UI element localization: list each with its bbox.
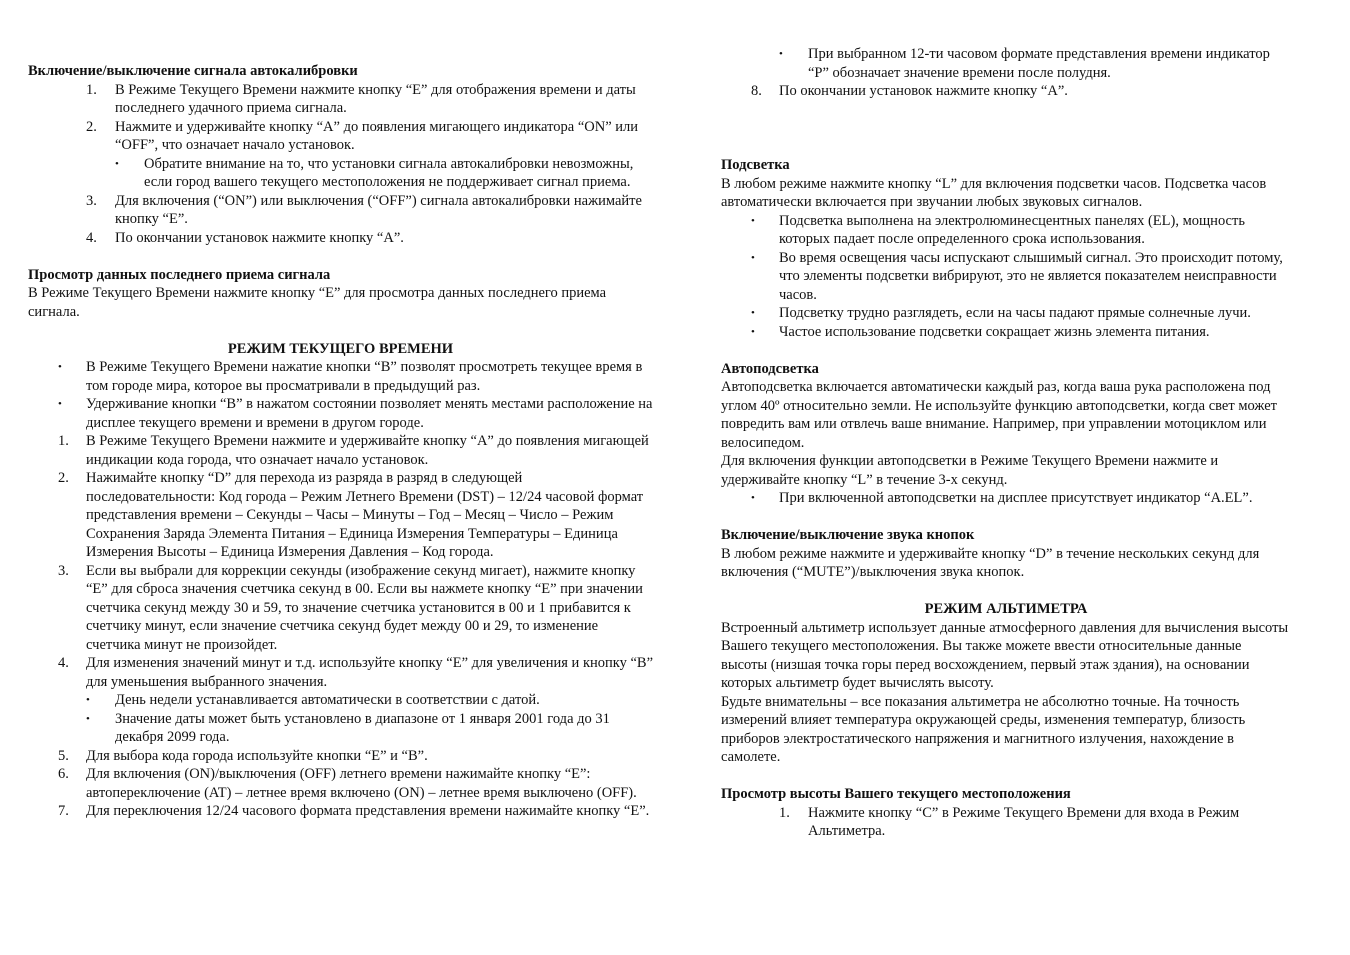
- spacer: [721, 101, 1291, 120]
- spacer: [721, 138, 1291, 157]
- item-text: В Режиме Текущего Времени нажатие кнопки “B” позволят просмотреть текущее время в том городе мира, которое вы просматривали в предыдущий раз.: [86, 359, 643, 394]
- numbered-item: [28, 802, 653, 821]
- paragraph: В Режиме Текущего Времени нажмите кнопку “E” для просмотра данных последнего приема сигнала.: [28, 285, 607, 320]
- bullet-item: [721, 489, 1291, 508]
- numbered-item: [28, 765, 653, 802]
- item-text: По окончании установок нажмите кнопку “A”.: [779, 83, 1068, 99]
- item-number: 4.: [86, 229, 97, 246]
- bullet-item: [28, 358, 653, 395]
- bullet-item: [28, 155, 653, 192]
- item-text: День недели устанавливается автоматически в соответствии с датой.: [115, 692, 540, 708]
- item-text: Для выбора кода города используйте кнопки “E” и “B”.: [86, 747, 428, 764]
- bullet-icon: •: [751, 307, 755, 319]
- paragraph: В любом режиме нажмите кнопку “L” для включения подсветки часов. Подсветка часов автоматически включается при звучании любых звуковых сигналов.: [721, 175, 1267, 210]
- item-text: Для включения (“ON”) или выключения (“OFF”) сигнала автокалибровки нажимайте кнопку “E”.: [115, 192, 642, 227]
- spacer: [721, 508, 1291, 527]
- left-column: [28, 62, 653, 821]
- item-text: Удерживание кнопки “B” в нажатом состоянии позволяет менять местами расположение на дисплее текущего времени и времени в другом городе.: [86, 396, 653, 431]
- bullet-icon: •: [58, 398, 62, 410]
- spacer: [721, 582, 1291, 601]
- paragraph: Встроенный альтиметр использует данные атмосферного давления для вычисления высоты Вашего текущего местоположения. Вы также можете ввести относительные данные высоты (низшая точка горы перед восхождением, первый этаж здания), на основании которых альтиметр будет вычислять высоту.: [721, 619, 1289, 691]
- numbered-item: [28, 81, 653, 118]
- bullet-item: [28, 710, 653, 747]
- item-number: 8.: [751, 83, 762, 99]
- paragraph: В любом режиме нажмите и удерживайте кнопку “D” в течение нескольких секунд для включения (“MUTE”)/выключения звука кнопок.: [721, 545, 1260, 580]
- bullet-icon: •: [751, 492, 755, 504]
- bullet-item: [28, 691, 653, 710]
- bullet-item: [721, 304, 1291, 323]
- spacer: [28, 247, 653, 266]
- bullet-item: [721, 249, 1291, 305]
- item-text: Значение даты может быть установлено в диапазоне от 1 января 2001 года до 31 декабря 2099 года.: [115, 710, 610, 745]
- paragraph: Автоподсветка включается автоматически каждый раз, когда ваша рука расположена под углом 40º относительно земли. Не используйте функцию автоподсветки, когда свет может повредить вам или отвлечь ваше внимание. Например, при управлении мотоциклом или велосипедом.: [721, 379, 1277, 451]
- section-heading: Включение/выключение звука кнопок: [721, 527, 975, 543]
- item-number: 1.: [58, 433, 69, 449]
- right-column: [721, 45, 1291, 841]
- section-heading: Подсветка: [721, 157, 790, 173]
- section-heading: Просмотр высоты Вашего текущего местоположения: [721, 786, 1071, 802]
- bullet-item: [721, 323, 1291, 342]
- paragraph: Для включения функции автоподсветки в Режиме Текущего Времени нажмите и удерживайте кнопку “L” в течение 3-х секунд.: [721, 453, 1219, 488]
- item-number: 6.: [58, 766, 69, 782]
- item-text: Нажмите кнопку “C” в Режиме Текущего Времени для входа в Режим Альтиметра.: [808, 804, 1240, 839]
- bullet-item: [721, 45, 1291, 82]
- item-text: Для переключения 12/24 часового формата представления времени нажимайте кнопку “E”.: [86, 803, 650, 819]
- item-text: Нажимайте кнопку “D” для перехода из разряда в разряд в следующей последовательности: Код города – Режим Летнего Времени (DST) – 12/24 часовой формат представления времени – Секунды – Часы – Минуты – Год – Месяц – Число – Режим Сохранения Заряда Элемента Питания – Единица Измерения Температуры – Единица Измерения Высоты – Единица Измерения Давления – Код города.: [86, 470, 644, 560]
- spacer: [721, 119, 1291, 138]
- item-text: При выбранном 12-ти часовом формате представления времени индикатор “P” обозначает значение времени после полудня.: [808, 46, 1270, 81]
- bullet-icon: •: [779, 48, 783, 60]
- numbered-item: [28, 118, 653, 155]
- bullet-icon: •: [751, 251, 755, 264]
- item-number: 3.: [58, 562, 69, 579]
- item-number: 2.: [86, 118, 97, 135]
- bullet-icon: •: [86, 694, 90, 706]
- item-text: При включенной автоподсветки на дисплее присутствует индикатор “A.EL”.: [779, 490, 1253, 506]
- item-text: Во время освещения часы испускают слышимый сигнал. Это происходит потому, что элементы подсветки вибрируют, это не является показателем неисправности часов.: [779, 249, 1283, 303]
- numbered-item: [28, 747, 653, 766]
- mode-title: РЕЖИМ ТЕКУЩЕГО ВРЕМЕНИ: [227, 340, 454, 357]
- numbered-item: [28, 192, 653, 229]
- item-text: По окончании установок нажмите кнопку “A”.: [115, 229, 404, 246]
- item-text: Подсветку трудно разглядеть, если на часы падают прямые солнечные лучи.: [779, 305, 1251, 321]
- paragraph: Будьте внимательны – все показания альтиметра не абсолютно точные. На точность измерений влияет температура окружающей среды, изменения температур, близость приборов электростатического напряжения и магнитного излучения, нахождение в самолете.: [721, 693, 1246, 765]
- numbered-item: [28, 654, 653, 691]
- numbered-item: [721, 82, 1291, 101]
- numbered-item: [28, 469, 653, 562]
- bullet-icon: •: [86, 712, 90, 725]
- item-number: 3.: [86, 192, 97, 209]
- item-number: 1.: [779, 804, 790, 821]
- spacer: [721, 767, 1291, 786]
- item-text: В Режиме Текущего Времени нажмите и удерживайте кнопку “A” до появления мигающей индикации кода города, что означает начало установок.: [86, 433, 649, 468]
- numbered-item: [28, 562, 653, 655]
- bullet-icon: •: [58, 361, 62, 373]
- numbered-item: [721, 804, 1291, 841]
- bullet-item: [28, 395, 653, 432]
- bullet-icon: •: [751, 325, 755, 338]
- item-text: Обратите внимание на то, что установки сигнала автокалибровки невозможны, если город вашего текущего местоположения не поддерживает сигнал приема.: [144, 155, 634, 190]
- section-heading: Автоподсветка: [721, 360, 819, 377]
- section-heading: Просмотр данных последнего приема сигнала: [28, 266, 331, 283]
- item-number: 2.: [58, 470, 69, 486]
- item-number: 1.: [86, 81, 97, 98]
- spacer: [721, 341, 1291, 360]
- bullet-icon: •: [115, 157, 119, 170]
- item-number: 5.: [58, 747, 69, 764]
- bullet-icon: •: [751, 214, 755, 227]
- numbered-item: [28, 229, 653, 248]
- spacer: [28, 321, 653, 340]
- section-heading: Включение/выключение сигнала автокалибровки: [28, 63, 358, 79]
- item-text: В Режиме Текущего Времени нажмите кнопку “E” для отображения времени и даты последнего удачного приема сигнала.: [115, 81, 636, 116]
- item-text: Нажмите и удерживайте кнопку “A” до появления мигающего индикатора “ON” или “OFF”, что означает начало установок.: [115, 118, 639, 153]
- item-text: Если вы выбрали для коррекции секунды (изображение секунд мигает), нажмите кнопку “E” для сброса значения счетчика секунд в 00. Если вы нажмете кнопку “E” при значении счетчика секунд между 30 и 59, то значение счетчика установится в 00 и 1 прибавится к счетчику минут, если значение счетчика секунд будет между 00 и 29, то изменение счетчика минут не произойдет.: [86, 562, 643, 653]
- item-text: Подсветка выполнена на электролюминесцентных панелях (EL), мощность которых падает после определенного срока использования.: [779, 212, 1245, 247]
- item-text: Для изменения значений минут и т.д. используйте кнопку “E” для увеличения и кнопку “B” для уменьшения выбранного значения.: [86, 655, 654, 690]
- item-text: Частое использование подсветки сокращает жизнь элемента питания.: [779, 323, 1210, 340]
- item-number: 7.: [58, 803, 69, 819]
- mode-title: РЕЖИМ АЛЬТИМЕТРА: [924, 601, 1088, 617]
- item-number: 4.: [58, 655, 69, 671]
- item-text: Для включения (ON)/выключения (OFF) летнего времени нажимайте кнопку “E”: автопереключение (AT) – летнее время включено (ON) – летнее время выключено (OFF).: [86, 766, 637, 801]
- bullet-item: [721, 212, 1291, 249]
- numbered-item: [28, 432, 653, 469]
